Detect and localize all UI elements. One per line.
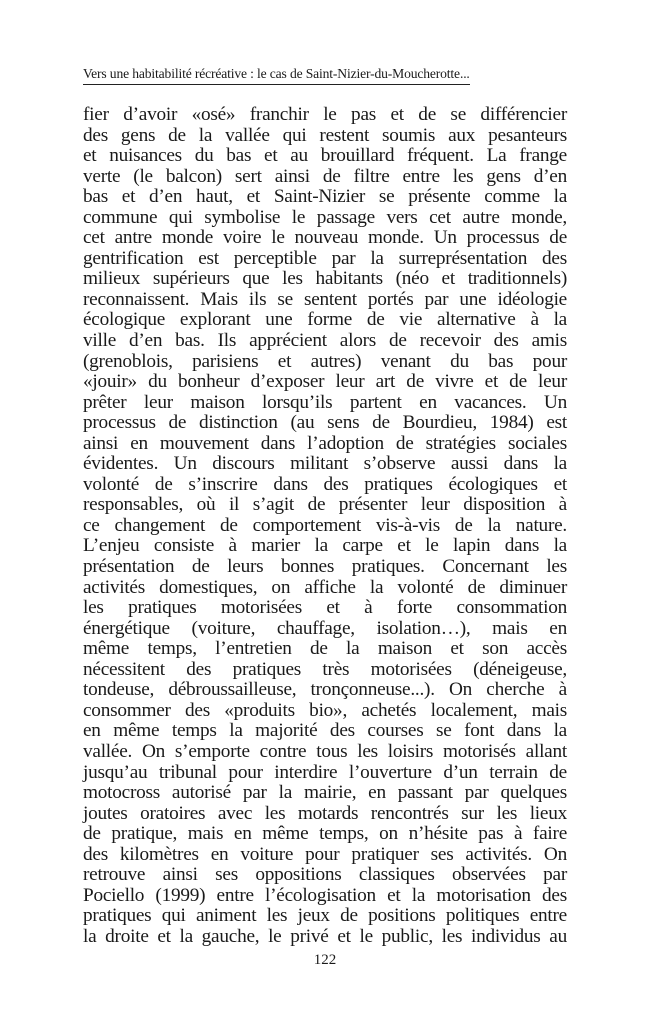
text-line: énergétique (voiture, chauffage, isolation…), mais en [83, 617, 567, 639]
text-line: bas et d’en haut, et Saint-Nizier se présente comme la [83, 186, 567, 208]
text-line: consommer des «produits bio», achetés localement, mais [83, 699, 567, 721]
text-line: cet antre monde voire le nouveau monde. Un processus de [83, 227, 567, 249]
text-line: commune qui symbolise le passage vers cet autre monde, [83, 206, 567, 228]
text-line: écologique explorant une forme de vie alternative à la [83, 309, 567, 331]
text-line: vallée. On s’emporte contre tous les loisirs motorisés allant [83, 740, 567, 762]
text-line: ville d’en bas. Ils apprécient alors de recevoir des amis [83, 330, 567, 352]
text-line: pratiques qui animent les jeux de positions politiques entre [83, 905, 567, 927]
text-line: nécessitent des pratiques très motorisées (déneigeuse, [83, 658, 567, 680]
text-line: en même temps la majorité des courses se font dans la [83, 720, 567, 742]
body-paragraph [83, 105, 567, 947]
text-line: prêter leur maison lorsqu’ils partent en vacances. Un [83, 391, 567, 413]
text-line: des gens de la vallée qui restent soumis aux pesanteurs [83, 124, 567, 146]
text-line: retrouve ainsi ses oppositions classiques observées par [83, 864, 567, 886]
text-line: des kilomètres en voiture pour pratiquer ses activités. On [83, 843, 567, 865]
text-line: les pratiques motorisées et à forte consommation [83, 597, 567, 619]
text-line: même temps, l’entretien de la maison et son accès [83, 638, 567, 660]
text-line: activités domestiques, on affiche la volonté de diminuer [83, 576, 567, 598]
text-line: de pratique, mais en même temps, on n’hésite pas à faire [83, 823, 567, 845]
text-line: présentation de leurs bonnes pratiques. Concernant les [83, 556, 567, 578]
text-line: motocross autorisé par la mairie, en passant par quelques [83, 782, 567, 804]
text-line: reconnaissent. Mais ils se sentent portés par une idéologie [83, 288, 567, 310]
text-line: gentrification est perceptible par la surreprésentation des [83, 247, 567, 269]
text-line: processus de distinction (au sens de Bourdieu, 1984) est [83, 412, 567, 434]
running-header: Vers une habitabilité récréative : le cas de Saint-Nizier-du-Moucherotte... [83, 66, 470, 85]
text-line: ainsi en mouvement dans l’adoption de stratégies sociales [83, 432, 567, 454]
text-line: responsables, où il s’agit de présenter leur disposition à [83, 494, 567, 516]
text-line: joutes oratoires avec les motards rencontrés sur les lieux [83, 802, 567, 824]
text-line: milieux supérieurs que les habitants (néo et traditionnels) [83, 268, 567, 290]
text-line: volonté de s’inscrire dans des pratiques écologiques et [83, 473, 567, 495]
text-line: évidentes. Un discours militant s’observe aussi dans la [83, 453, 567, 475]
text-line: tondeuse, débroussailleuse, tronçonneuse...). On cherche à [83, 679, 567, 701]
text-line: jusqu’au tribunal pour interdire l’ouverture d’un terrain de [83, 761, 567, 783]
text-line: Pociello (1999) entre l’écologisation et la motorisation des [83, 884, 567, 906]
text-line: la droite et la gauche, le privé et le public, les individus au [83, 925, 567, 947]
text-line: «jouir» du bonheur d’exposer leur art de vivre et de leur [83, 371, 567, 393]
text-line: fier d’avoir «osé» franchir le pas et de se différencier [83, 104, 567, 125]
text-line: ce changement de comportement vis-à-vis de la nature. [83, 514, 567, 536]
text-line: (grenoblois, parisiens et autres) venant du bas pour [83, 350, 567, 372]
page-number: 122 [313, 952, 337, 968]
text-line: verte (le balcon) sert ainsi de filtre entre les gens d’en [83, 165, 567, 187]
text-line: et nuisances du bas et au brouillard fréquent. La frange [83, 145, 567, 167]
text-line: L’enjeu consiste à marier la carpe et le lapin dans la [83, 535, 567, 557]
